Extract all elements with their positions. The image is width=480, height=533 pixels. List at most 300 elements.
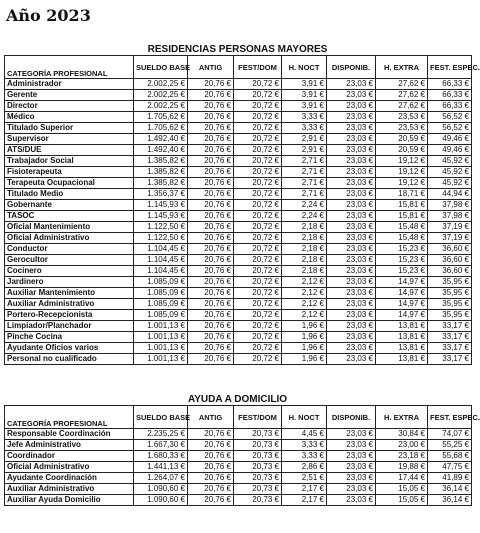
col-header-categoria: CATEGORÍA PROFESIONAL [5, 406, 134, 429]
cell-fest-espec: 66,33 € [428, 101, 472, 112]
col-header-h-noct: H. NOCT [282, 406, 327, 429]
table-row [5, 233, 472, 244]
cell-sueldo-base: 1.264,07 € [134, 473, 188, 484]
cell-fest-dom: 20,72 € [234, 266, 282, 277]
table-row [5, 178, 472, 189]
col-header-sueldo-base: SUELDO BASE [134, 56, 188, 79]
cell-sueldo-base: 1.145,93 € [134, 211, 188, 222]
cell-disponib: 23,03 € [327, 343, 376, 354]
table-row [5, 211, 472, 222]
cell-h-noct: 2,18 € [282, 233, 327, 244]
cell-fest-espec: 36,60 € [428, 244, 472, 255]
residencias-table [4, 55, 480, 365]
cell-categoria: Trabajador Social [5, 156, 134, 167]
cell-categoria: Administrador [5, 79, 134, 90]
cell-sueldo-base: 1.680,33 € [134, 451, 188, 462]
cell-fest-espec: 35,95 € [428, 277, 472, 288]
cell-antig: 20,76 € [188, 495, 234, 506]
cell-fest-espec: 41,89 € [428, 473, 472, 484]
cell-h-extra: 13,81 € [376, 321, 428, 332]
cell-fest-dom: 20,72 € [234, 156, 282, 167]
cell-categoria: Oficial Mantenimiento [5, 222, 134, 233]
cell-fest-dom: 20,72 € [234, 134, 282, 145]
cell-fest-dom: 20,72 € [234, 101, 282, 112]
cell-categoria: Médico [5, 112, 134, 123]
cell-h-extra: 19,12 € [376, 156, 428, 167]
cell-antig: 20,76 € [188, 255, 234, 266]
cell-disponib: 23,03 € [327, 484, 376, 495]
cell-categoria: Oficial Administrativo [5, 462, 134, 473]
cell-disponib: 23,03 € [327, 123, 376, 134]
cell-antig: 20,76 € [188, 101, 234, 112]
cell-disponib: 23,03 € [327, 156, 376, 167]
cell-disponib: 23,03 € [327, 451, 376, 462]
col-header-categoria: CATEGORÍA PROFESIONAL [5, 56, 134, 79]
cell-h-extra: 23,53 € [376, 123, 428, 134]
cell-fest-espec: 66,33 € [428, 90, 472, 101]
cell-disponib: 23,03 € [327, 354, 376, 365]
cell-sueldo-base: 2.002,25 € [134, 101, 188, 112]
col-header-disponib: DISPONIB. [327, 406, 376, 429]
cell-h-noct: 2,17 € [282, 484, 327, 495]
cell-h-noct: 1,96 € [282, 354, 327, 365]
cell-fest-dom: 20,72 € [234, 277, 282, 288]
cell-fest-espec: 49,46 € [428, 145, 472, 156]
cell-fest-dom: 20,72 € [234, 123, 282, 134]
cell-fest-espec: 55,25 € [428, 440, 472, 451]
cell-disponib: 23,03 € [327, 101, 376, 112]
cell-fest-dom: 20,72 € [234, 90, 282, 101]
cell-fest-dom: 20,73 € [234, 462, 282, 473]
table-row [5, 255, 472, 266]
cell-h-noct: 2,71 € [282, 189, 327, 200]
cell-antig: 20,76 € [188, 90, 234, 101]
cell-fest-dom: 20,72 € [234, 112, 282, 123]
cell-h-extra: 30,84 € [376, 429, 428, 440]
cell-antig: 20,76 € [188, 440, 234, 451]
cell-fest-dom: 20,72 € [234, 178, 282, 189]
cell-categoria: Ayudante Oficios varios [5, 343, 134, 354]
cell-fest-espec: 36,14 € [428, 495, 472, 506]
col-header-sueldo-base: SUELDO BASE [134, 406, 188, 429]
cell-antig: 20,76 € [188, 321, 234, 332]
cell-fest-dom: 20,72 € [234, 189, 282, 200]
cell-disponib: 23,03 € [327, 189, 376, 200]
col-header-fest-espec: FEST. ESPEC. [428, 406, 472, 429]
cell-fest-espec: 37,19 € [428, 233, 472, 244]
cell-h-noct: 2,24 € [282, 200, 327, 211]
cell-disponib: 23,03 € [327, 79, 376, 90]
table-row [5, 222, 472, 233]
cell-h-noct: 2,12 € [282, 277, 327, 288]
table-row [5, 354, 472, 365]
cell-h-extra: 19,12 € [376, 167, 428, 178]
cell-h-extra: 19,88 € [376, 462, 428, 473]
cell-fest-espec: 74,07 € [428, 429, 472, 440]
cell-antig: 20,76 € [188, 79, 234, 90]
cell-fest-dom: 20,72 € [234, 222, 282, 233]
cell-antig: 20,76 € [188, 266, 234, 277]
ayuda-title: AYUDA A DOMICILIO [187, 394, 288, 405]
cell-h-extra: 15,81 € [376, 211, 428, 222]
cell-sueldo-base: 1.104,45 € [134, 266, 188, 277]
table-row [5, 343, 472, 354]
cell-categoria: Pinche Cocina [5, 332, 134, 343]
cell-h-extra: 23,00 € [376, 440, 428, 451]
cell-h-noct: 2,71 € [282, 178, 327, 189]
cell-h-noct: 3,33 € [282, 451, 327, 462]
cell-fest-espec: 47,75 € [428, 462, 472, 473]
col-header-h-noct: H. NOCT [282, 56, 327, 79]
cell-sueldo-base: 1.001,13 € [134, 354, 188, 365]
cell-fest-espec: 33,17 € [428, 343, 472, 354]
cell-fest-espec: 37,98 € [428, 200, 472, 211]
cell-h-extra: 15,23 € [376, 266, 428, 277]
cell-h-extra: 14,97 € [376, 288, 428, 299]
cell-antig: 20,76 € [188, 277, 234, 288]
cell-h-noct: 3,33 € [282, 112, 327, 123]
cell-h-extra: 23,18 € [376, 451, 428, 462]
col-header-antig: ANTIG [188, 406, 234, 429]
cell-sueldo-base: 1.145,93 € [134, 200, 188, 211]
cell-fest-espec: 36,60 € [428, 255, 472, 266]
cell-fest-dom: 20,72 € [234, 145, 282, 156]
cell-categoria: Jardinero [5, 277, 134, 288]
table-row [5, 90, 472, 101]
cell-categoria: Ayudante Coordinación [5, 473, 134, 484]
ayuda-table [4, 405, 480, 506]
cell-categoria: Cocinero [5, 266, 134, 277]
cell-disponib: 23,03 € [327, 255, 376, 266]
cell-h-extra: 14,97 € [376, 299, 428, 310]
cell-antig: 20,76 € [188, 200, 234, 211]
table-row [5, 429, 472, 440]
cell-categoria: TASOC [5, 211, 134, 222]
cell-antig: 20,76 € [188, 288, 234, 299]
cell-h-noct: 2,24 € [282, 211, 327, 222]
table-row [5, 200, 472, 211]
cell-antig: 20,76 € [188, 473, 234, 484]
table-row [5, 244, 472, 255]
cell-h-noct: 2,18 € [282, 255, 327, 266]
cell-sueldo-base: 1.001,13 € [134, 321, 188, 332]
cell-fest-espec: 33,17 € [428, 332, 472, 343]
cell-h-extra: 13,81 € [376, 332, 428, 343]
cell-h-noct: 2,71 € [282, 156, 327, 167]
col-header-fest-dom: FEST/DOM [234, 406, 282, 429]
cell-antig: 20,76 € [188, 462, 234, 473]
cell-sueldo-base: 1.122,50 € [134, 222, 188, 233]
cell-h-noct: 2,71 € [282, 167, 327, 178]
cell-sueldo-base: 2.002,25 € [134, 79, 188, 90]
cell-sueldo-base: 2.002,25 € [134, 90, 188, 101]
cell-h-extra: 15,05 € [376, 495, 428, 506]
cell-sueldo-base: 1.705,62 € [134, 123, 188, 134]
cell-sueldo-base: 1.090,60 € [134, 495, 188, 506]
cell-antig: 20,76 € [188, 310, 234, 321]
cell-fest-espec: 36,14 € [428, 484, 472, 495]
cell-fest-dom: 20,72 € [234, 211, 282, 222]
cell-categoria: Portero-Recepcionista [5, 310, 134, 321]
cell-disponib: 23,03 € [327, 145, 376, 156]
cell-disponib: 23,03 € [327, 495, 376, 506]
cell-h-noct: 2,12 € [282, 310, 327, 321]
cell-antig: 20,76 € [188, 343, 234, 354]
table-row [5, 266, 472, 277]
cell-fest-espec: 33,17 € [428, 354, 472, 365]
col-header-fest-dom: FEST/DOM [234, 56, 282, 79]
cell-antig: 20,76 € [188, 244, 234, 255]
cell-fest-dom: 20,72 € [234, 354, 282, 365]
cell-h-extra: 15,81 € [376, 200, 428, 211]
cell-antig: 20,76 € [188, 145, 234, 156]
cell-disponib: 23,03 € [327, 321, 376, 332]
col-header-fest-espec: FEST. ESPEC. [428, 56, 472, 79]
cell-disponib: 23,03 € [327, 167, 376, 178]
cell-disponib: 23,03 € [327, 277, 376, 288]
cell-sueldo-base: 1.385,82 € [134, 167, 188, 178]
cell-disponib: 23,03 € [327, 429, 376, 440]
cell-sueldo-base: 1.001,13 € [134, 343, 188, 354]
cell-sueldo-base: 1.441,13 € [134, 462, 188, 473]
table-row [5, 189, 472, 200]
table-row [5, 484, 472, 495]
cell-h-extra: 20,59 € [376, 145, 428, 156]
table-row [5, 462, 472, 473]
cell-h-noct: 2,91 € [282, 134, 327, 145]
cell-antig: 20,76 € [188, 299, 234, 310]
table-row [5, 134, 472, 145]
cell-antig: 20,76 € [188, 332, 234, 343]
cell-disponib: 23,03 € [327, 310, 376, 321]
cell-fest-espec: 56,52 € [428, 123, 472, 134]
table-row [5, 79, 472, 90]
cell-h-noct: 2,18 € [282, 244, 327, 255]
table-row [5, 451, 472, 462]
cell-sueldo-base: 1.104,45 € [134, 255, 188, 266]
cell-fest-espec: 45,92 € [428, 167, 472, 178]
cell-h-extra: 15,48 € [376, 233, 428, 244]
cell-fest-dom: 20,72 € [234, 255, 282, 266]
cell-categoria: Personal no cualificado [5, 354, 134, 365]
cell-h-extra: 20,59 € [376, 134, 428, 145]
cell-h-extra: 19,12 € [376, 178, 428, 189]
cell-categoria: Jefe Administrativo [5, 440, 134, 451]
residencias-table-body [5, 79, 472, 365]
cell-antig: 20,76 € [188, 112, 234, 123]
cell-h-noct: 4,45 € [282, 429, 327, 440]
table-row [5, 473, 472, 484]
cell-categoria: Titulado Superior [5, 123, 134, 134]
cell-h-noct: 1,96 € [282, 332, 327, 343]
ayuda-section [4, 394, 480, 506]
residencias-section [4, 44, 480, 365]
table-row [5, 299, 472, 310]
cell-fest-espec: 49,46 € [428, 134, 472, 145]
cell-h-noct: 2,18 € [282, 266, 327, 277]
cell-antig: 20,76 € [188, 156, 234, 167]
cell-disponib: 23,03 € [327, 244, 376, 255]
cell-categoria: Conductor [5, 244, 134, 255]
cell-categoria: Limpiador/Planchador [5, 321, 134, 332]
cell-disponib: 23,03 € [327, 200, 376, 211]
table-row [5, 145, 472, 156]
cell-fest-dom: 20,73 € [234, 473, 282, 484]
cell-fest-dom: 20,73 € [234, 484, 282, 495]
cell-categoria: Coordinador [5, 451, 134, 462]
cell-categoria: Gerocultor [5, 255, 134, 266]
table-row [5, 310, 472, 321]
col-header-h-extra: H. EXTRA [376, 56, 428, 79]
cell-fest-dom: 20,72 € [234, 200, 282, 211]
cell-sueldo-base: 1.122,50 € [134, 233, 188, 244]
cell-disponib: 23,03 € [327, 134, 376, 145]
cell-fest-dom: 20,72 € [234, 299, 282, 310]
ayuda-table-body [5, 429, 472, 506]
cell-antig: 20,76 € [188, 484, 234, 495]
cell-categoria: Fisioterapeuta [5, 167, 134, 178]
cell-fest-dom: 20,73 € [234, 429, 282, 440]
cell-h-extra: 15,48 € [376, 222, 428, 233]
cell-categoria: Oficial Administrativo [5, 233, 134, 244]
cell-sueldo-base: 2.235,25 € [134, 429, 188, 440]
cell-h-noct: 2,51 € [282, 473, 327, 484]
cell-h-extra: 15,05 € [376, 484, 428, 495]
cell-sueldo-base: 1.104,45 € [134, 244, 188, 255]
table-row [5, 332, 472, 343]
cell-disponib: 23,03 € [327, 222, 376, 233]
cell-antig: 20,76 € [188, 451, 234, 462]
cell-h-extra: 27,62 € [376, 90, 428, 101]
cell-sueldo-base: 1.385,82 € [134, 178, 188, 189]
cell-fest-dom: 20,73 € [234, 495, 282, 506]
cell-h-noct: 3,91 € [282, 90, 327, 101]
cell-h-noct: 3,91 € [282, 79, 327, 90]
cell-fest-dom: 20,72 € [234, 343, 282, 354]
cell-disponib: 23,03 € [327, 211, 376, 222]
cell-h-noct: 3,91 € [282, 101, 327, 112]
cell-antig: 20,76 € [188, 178, 234, 189]
cell-h-noct: 2,86 € [282, 462, 327, 473]
cell-disponib: 23,03 € [327, 462, 376, 473]
cell-antig: 20,76 € [188, 222, 234, 233]
cell-categoria: Auxiliar Administrativo [5, 484, 134, 495]
table-row [5, 156, 472, 167]
cell-h-noct: 2,18 € [282, 222, 327, 233]
cell-fest-espec: 45,92 € [428, 178, 472, 189]
cell-disponib: 23,03 € [327, 440, 376, 451]
cell-disponib: 23,03 € [327, 299, 376, 310]
cell-fest-espec: 36,60 € [428, 266, 472, 277]
cell-categoria: ATS/DUE [5, 145, 134, 156]
cell-sueldo-base: 1.492,40 € [134, 134, 188, 145]
cell-h-noct: 1,96 € [282, 343, 327, 354]
page-title: Año 2023 [6, 6, 91, 25]
cell-h-noct: 3,33 € [282, 440, 327, 451]
cell-sueldo-base: 1.705,62 € [134, 112, 188, 123]
cell-antig: 20,76 € [188, 429, 234, 440]
cell-h-extra: 15,23 € [376, 255, 428, 266]
cell-fest-dom: 20,72 € [234, 332, 282, 343]
col-header-antig: ANTIG [188, 56, 234, 79]
cell-sueldo-base: 1.492,40 € [134, 145, 188, 156]
cell-fest-espec: 66,33 € [428, 79, 472, 90]
table-row [5, 112, 472, 123]
cell-antig: 20,76 € [188, 189, 234, 200]
cell-fest-espec: 56,52 € [428, 112, 472, 123]
cell-disponib: 23,03 € [327, 473, 376, 484]
cell-fest-dom: 20,72 € [234, 321, 282, 332]
cell-disponib: 23,03 € [327, 288, 376, 299]
cell-fest-espec: 45,92 € [428, 156, 472, 167]
cell-fest-dom: 20,72 € [234, 167, 282, 178]
cell-fest-espec: 44,94 € [428, 189, 472, 200]
cell-h-extra: 13,81 € [376, 343, 428, 354]
cell-disponib: 23,03 € [327, 266, 376, 277]
cell-disponib: 23,03 € [327, 178, 376, 189]
cell-h-extra: 14,97 € [376, 310, 428, 321]
cell-sueldo-base: 1.090,60 € [134, 484, 188, 495]
cell-fest-espec: 35,95 € [428, 299, 472, 310]
cell-fest-dom: 20,72 € [234, 79, 282, 90]
cell-fest-dom: 20,72 € [234, 310, 282, 321]
cell-h-noct: 2,17 € [282, 495, 327, 506]
cell-h-noct: 3,33 € [282, 123, 327, 134]
cell-categoria: Terapeuta Ocupacional [5, 178, 134, 189]
cell-h-extra: 14,97 € [376, 277, 428, 288]
col-header-h-extra: H. EXTRA [376, 406, 428, 429]
cell-fest-espec: 35,95 € [428, 310, 472, 321]
cell-h-extra: 23,53 € [376, 112, 428, 123]
cell-fest-espec: 37,98 € [428, 211, 472, 222]
cell-categoria: Auxiliar Mantenimiento [5, 288, 134, 299]
cell-fest-espec: 55,68 € [428, 451, 472, 462]
cell-h-noct: 1,96 € [282, 321, 327, 332]
cell-h-extra: 27,62 € [376, 101, 428, 112]
cell-antig: 20,76 € [188, 354, 234, 365]
table-row [5, 277, 472, 288]
cell-fest-dom: 20,73 € [234, 440, 282, 451]
cell-sueldo-base: 1.356,37 € [134, 189, 188, 200]
cell-fest-espec: 33,17 € [428, 321, 472, 332]
cell-disponib: 23,03 € [327, 112, 376, 123]
cell-categoria: Gerente [5, 90, 134, 101]
cell-sueldo-base: 1.085,09 € [134, 277, 188, 288]
cell-categoria: Supervisor [5, 134, 134, 145]
table-row [5, 167, 472, 178]
cell-fest-espec: 37,19 € [428, 222, 472, 233]
cell-h-extra: 13,81 € [376, 354, 428, 365]
table-row [5, 123, 472, 134]
cell-sueldo-base: 1.667,30 € [134, 440, 188, 451]
cell-antig: 20,76 € [188, 211, 234, 222]
cell-disponib: 23,03 € [327, 90, 376, 101]
cell-fest-dom: 20,72 € [234, 233, 282, 244]
table-row [5, 321, 472, 332]
cell-h-noct: 2,12 € [282, 299, 327, 310]
cell-categoria: Responsable Coordinación [5, 429, 134, 440]
cell-fest-dom: 20,72 € [234, 244, 282, 255]
cell-sueldo-base: 1.385,82 € [134, 156, 188, 167]
cell-antig: 20,76 € [188, 167, 234, 178]
cell-categoria: Director [5, 101, 134, 112]
cell-fest-dom: 20,73 € [234, 451, 282, 462]
cell-disponib: 23,03 € [327, 233, 376, 244]
table-row [5, 440, 472, 451]
cell-h-extra: 17,44 € [376, 473, 428, 484]
table-row [5, 495, 472, 506]
cell-sueldo-base: 1.085,09 € [134, 288, 188, 299]
